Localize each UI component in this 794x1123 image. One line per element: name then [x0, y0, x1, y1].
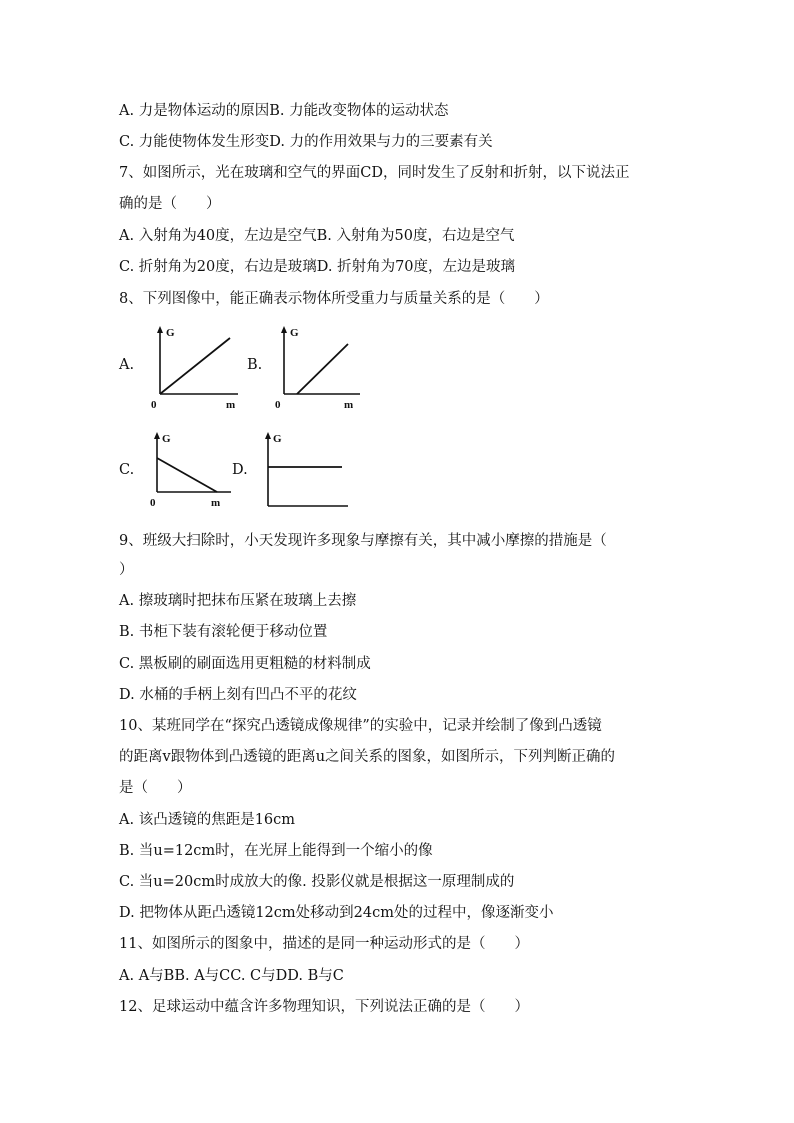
- graph-c-x-label: m: [211, 497, 221, 509]
- q10-option-d: D. 把物体从距凸透镜12cm处移动到24cm处的过程中，像逐渐变小: [119, 905, 554, 921]
- q7-option-cd: C. 折射角为20度，右边是玻璃D. 折射角为70度，左边是玻璃: [119, 259, 516, 275]
- graph-c-label: C.: [119, 462, 135, 478]
- q9-stem-line1: 9、班级大扫除时，小天发现许多现象与摩擦有关，其中减小摩擦的措施是（: [119, 533, 607, 549]
- graph-b-origin: 0: [275, 399, 281, 411]
- graph-a-label: A.: [119, 357, 135, 373]
- graph-d-y-label: G: [273, 433, 282, 445]
- q9-option-b: B. 书柜下装有滚轮便于移动位置: [119, 624, 328, 640]
- q9-option-d: D. 水桶的手柄上刻有凹凸不平的花纹: [119, 687, 357, 703]
- q9-stem-line2: ）: [119, 562, 134, 578]
- graph-a-origin: 0: [151, 399, 157, 411]
- q10-stem-line1: 10、某班同学在“探究凸透镜成像规律”的实验中，记录并绘制了像到凸透镜: [119, 718, 602, 734]
- q10-option-b: B. 当u=12cm时，在光屏上能得到一个缩小的像: [119, 843, 433, 859]
- q9-option-c: C. 黑板刷的刷面选用更粗糙的材料制成: [119, 656, 371, 672]
- graph-a: [148, 322, 248, 412]
- q7-stem-line1: 7、如图所示，光在玻璃和空气的界面CD，同时发生了反射和折射，以下说法正: [119, 165, 630, 181]
- q10-stem-line3: 是（ ）: [119, 780, 192, 796]
- graph-d: [256, 428, 396, 514]
- q11-stem: 11、如图所示的图象中，描述的是同一种运动形式的是（ ）: [119, 936, 529, 952]
- graph-d-label: D.: [232, 462, 248, 478]
- q7-stem-line2: 确的是（ ）: [119, 196, 221, 212]
- q10-option-a: A. 该凸透镜的焦距是16cm: [119, 812, 296, 828]
- q10-stem-line2: 的距离v跟物体到凸透镜的距离u之间关系的图象，如图所示，下列判断正确的: [119, 749, 616, 765]
- graph-b-label: B.: [247, 357, 263, 373]
- graph-b-x-label: m: [344, 399, 354, 411]
- graph-a-x-label: m: [226, 399, 236, 411]
- q10-option-c: C. 当u=20cm时成放大的像. 投影仪就是根据这一原理制成的: [119, 874, 515, 890]
- q8-stem: 8、下列图像中，能正确表示物体所受重力与质量关系的是（ ）: [119, 291, 549, 307]
- graph-c-y-label: G: [162, 433, 171, 445]
- q6-option-ab: A. 力是物体运动的原因B. 力能改变物体的运动状态: [119, 103, 449, 119]
- q6-option-cd: C. 力能使物体发生形变D. 力的作用效果与力的三要素有关: [119, 134, 493, 150]
- q7-option-ab: A. 入射角为40度，左边是空气B. 入射角为50度，右边是空气: [119, 228, 515, 244]
- graph-a-y-label: G: [166, 327, 175, 339]
- q9-option-a: A. 擦玻璃时把抹布压紧在玻璃上去擦: [119, 593, 357, 609]
- graph-b: [272, 322, 372, 412]
- q11-options: A. A与BB. A与CC. C与DD. B与C: [119, 968, 344, 984]
- q12-stem: 12、足球运动中蕴含许多物理知识，下列说法正确的是（ ）: [119, 999, 529, 1015]
- graph-c-origin: 0: [150, 497, 156, 509]
- graph-c: [145, 428, 245, 514]
- graph-b-y-label: G: [290, 327, 299, 339]
